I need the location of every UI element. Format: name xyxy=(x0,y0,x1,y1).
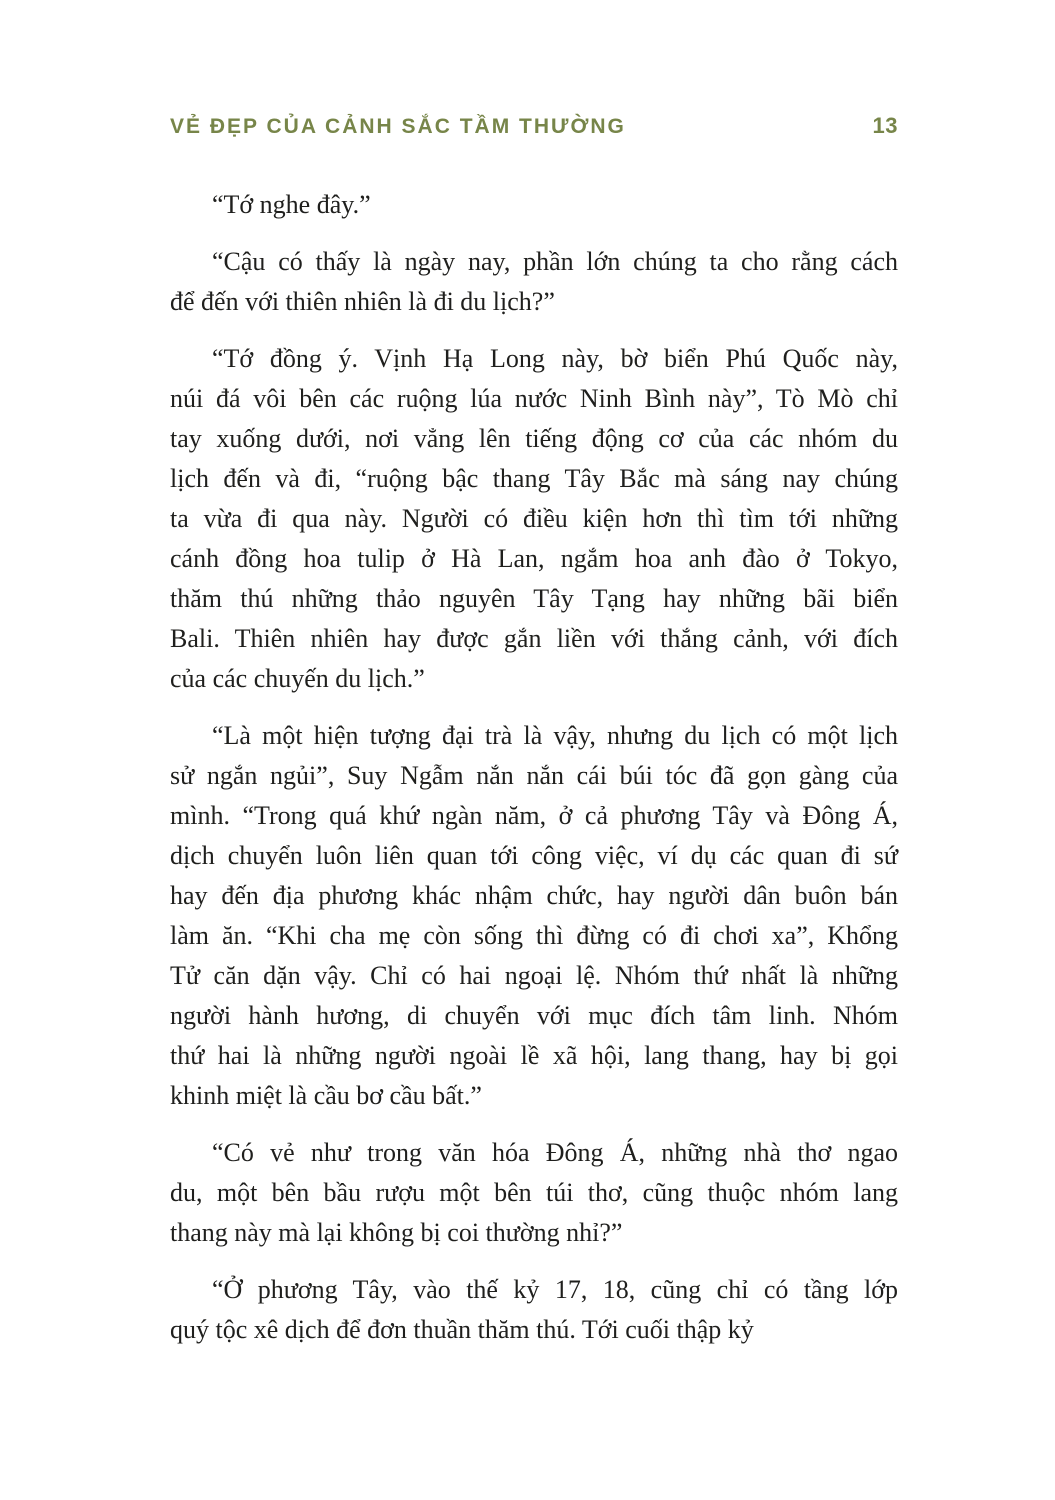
text-line: du, một bên bầu rượu một bên túi thơ, cũng thuộc nhóm lang xyxy=(170,1178,898,1207)
paragraph xyxy=(170,185,898,225)
text-line: “Tớ nghe đây.” xyxy=(212,190,371,219)
page-content xyxy=(170,112,898,1350)
paragraph xyxy=(170,339,898,699)
page-number: 13 xyxy=(872,113,898,138)
text-line: hay đến địa phương khác nhậm chức, hay người dân buôn bán xyxy=(170,881,898,910)
paragraph xyxy=(170,1133,898,1253)
text-line: mình. “Trong quá khứ ngàn năm, ở cả phương Tây và Đông Á, xyxy=(170,801,898,830)
text-line: “Cậu có thấy là ngày nay, phần lớn chúng ta cho rằng cách xyxy=(212,247,898,276)
text-line: thứ hai là những người ngoài lề xã hội, lang thang, hay bị gọi xyxy=(170,1041,898,1070)
text-line: Tử căn dặn vậy. Chỉ có hai ngoại lệ. Nhóm thứ nhất là những xyxy=(170,961,898,990)
text-line: thang này mà lại không bị coi thường nhỉ?” xyxy=(170,1218,623,1247)
text-line: “Là một hiện tượng đại trà là vậy, nhưng du lịch có một lịch xyxy=(212,721,898,750)
text-line: cánh đồng hoa tulip ở Hà Lan, ngắm hoa anh đào ở Tokyo, xyxy=(170,544,898,573)
text-line: sử ngắn ngủi”, Suy Ngẫm nắn nắn cái búi tóc đã gọn gàng của xyxy=(170,761,898,790)
text-line: của các chuyến du lịch.” xyxy=(170,664,425,693)
running-header xyxy=(170,112,898,141)
text-line: “Ở phương Tây, vào thế kỷ 17, 18, cũng chỉ có tầng lớp xyxy=(212,1275,898,1304)
text-line: quý tộc xê dịch để đơn thuần thăm thú. Tới cuối thập kỷ xyxy=(170,1315,754,1344)
page-body xyxy=(170,185,898,1350)
paragraph xyxy=(170,242,898,322)
text-line: người hành hương, di chuyển với mục đích tâm linh. Nhóm xyxy=(170,1001,898,1030)
chapter-title: VẺ ĐẸP CỦA CẢNH SẮC TẦM THƯỜNG xyxy=(170,115,626,138)
text-line: núi đá vôi bên các ruộng lúa nước Ninh Bình này”, Tò Mò chỉ xyxy=(170,384,898,413)
text-line: thăm thú những thảo nguyên Tây Tạng hay những bãi biển xyxy=(170,584,898,613)
paragraph xyxy=(170,1270,898,1350)
text-line: “Tớ đồng ý. Vịnh Hạ Long này, bờ biển Phú Quốc này, xyxy=(212,344,898,373)
text-line: “Có vẻ như trong văn hóa Đông Á, những nhà thơ ngao xyxy=(212,1138,898,1167)
text-line: khinh miệt là cầu bơ cầu bất.” xyxy=(170,1081,482,1110)
text-line: để đến với thiên nhiên là đi du lịch?” xyxy=(170,287,555,316)
text-line: ta vừa đi qua này. Người có điều kiện hơn thì tìm tới những xyxy=(170,504,898,533)
text-line: lịch đến và đi, “ruộng bậc thang Tây Bắc mà sáng nay chúng xyxy=(170,464,898,493)
paragraph xyxy=(170,716,898,1116)
text-line: làm ăn. “Khi cha mẹ còn sống thì đừng có đi chơi xa”, Khổng xyxy=(170,921,898,950)
text-line: dịch chuyển luôn liên quan tới công việc, ví dụ các quan đi sứ xyxy=(170,841,898,870)
text-line: tay xuống dưới, nơi vẳng lên tiếng động cơ của các nhóm du xyxy=(170,424,898,453)
text-line: Bali. Thiên nhiên hay được gắn liền với thắng cảnh, với đích xyxy=(170,624,898,653)
